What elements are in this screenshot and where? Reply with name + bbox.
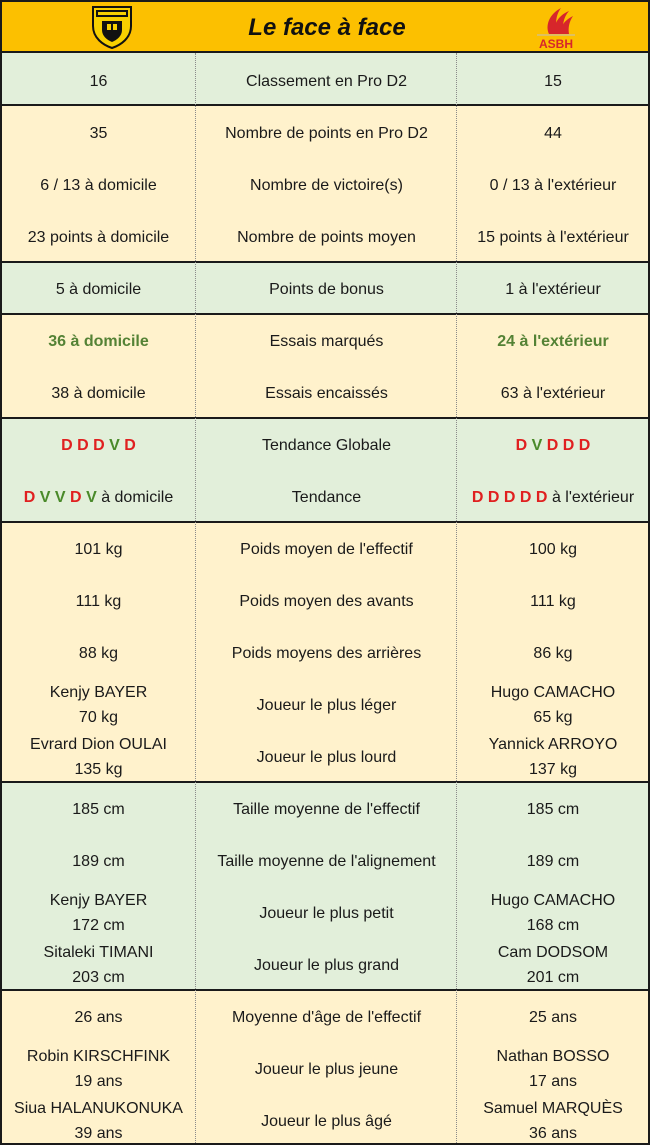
plus-grand-label: Joueur le plus grand — [254, 956, 399, 974]
taille-effectif-left: 185 cm — [72, 800, 125, 818]
plus-grand-right — [458, 939, 648, 991]
player-name: Sitaleki TIMANI — [43, 944, 154, 961]
player-value: 17 ans — [528, 1073, 578, 1090]
player-value: 172 cm — [72, 917, 125, 934]
player-name: Evrard Dion OULAI — [30, 736, 167, 753]
bonus-left: 5 à domicile — [55, 280, 142, 298]
row-poids-avants — [2, 575, 648, 627]
poids-effectif-right: 100 kg — [528, 540, 578, 558]
plus-age-left — [2, 1095, 195, 1145]
form-defeat: D — [471, 488, 484, 506]
tendance-left-suffix: à domicile — [101, 488, 174, 506]
row-points-moyen — [2, 211, 648, 263]
player-name: Hugo CAMACHO — [490, 892, 616, 909]
taille-alignement-right: 189 cm — [526, 852, 580, 870]
essais-encaisses-right: 63 à l'extérieur — [500, 384, 606, 402]
player-value: 65 kg — [533, 709, 573, 726]
row-essais-encaisses — [2, 367, 648, 419]
asbh-logo — [529, 4, 579, 50]
row-plus-age — [2, 1095, 648, 1145]
tendance-right-suffix: à l'extérieur — [551, 488, 635, 506]
poids-arrieres-left: 88 kg — [78, 644, 119, 662]
row-poids-effectif — [2, 523, 648, 575]
header-bar — [2, 2, 648, 53]
tendance-label: Tendance — [291, 488, 362, 506]
points-moyen-left: 23 points à domicile — [27, 228, 170, 246]
form-sequence — [472, 485, 548, 510]
bonus-right: 1 à l'extérieur — [505, 280, 601, 298]
player-value: 203 cm — [72, 969, 125, 986]
row-essais-marques — [2, 315, 648, 367]
taille-alignement-label: Taille moyenne de l'alignement — [217, 852, 436, 870]
player-value: 36 ans — [528, 1125, 578, 1142]
row-plus-grand — [2, 939, 648, 991]
player-name: Cam DODSOM — [497, 944, 609, 961]
taille-alignement-left: 189 cm — [72, 852, 125, 870]
row-plus-petit — [2, 887, 648, 939]
asbh-logo-text: ASBH — [538, 37, 574, 50]
player-name: Kenjy BAYER — [49, 684, 148, 701]
row-points — [2, 107, 648, 159]
player-name: Nathan BOSSO — [496, 1048, 610, 1065]
form-defeat: D — [77, 436, 89, 454]
taille-effectif-label: Taille moyenne de l'effectif — [233, 800, 420, 818]
plus-age-label: Joueur le plus âgé — [261, 1112, 392, 1130]
classement-left: 16 — [89, 72, 108, 90]
row-plus-lourd — [2, 731, 648, 783]
poids-effectif-label: Poids moyen de l'effectif — [240, 540, 413, 558]
essais-marques-left: 36 à domicile — [48, 332, 149, 350]
row-victoires — [2, 159, 648, 211]
plus-lourd-right — [458, 731, 648, 783]
form-defeat: D — [23, 488, 36, 506]
plus-lourd-label: Joueur le plus lourd — [256, 748, 397, 766]
form-defeat: D — [519, 488, 532, 506]
player-name: Kenjy BAYER — [49, 892, 148, 909]
form-sequence — [516, 433, 591, 458]
form-victory: V — [39, 488, 51, 506]
tendance-globale-label: Tendance Globale — [262, 436, 391, 454]
form-defeat: D — [503, 488, 516, 506]
poids-avants-label: Poids moyen des avants — [239, 592, 414, 610]
plus-lourd-left — [2, 731, 195, 783]
form-victory: V — [54, 488, 66, 506]
row-plus-jeune — [2, 1043, 648, 1095]
poids-arrieres-label: Poids moyens des arrières — [231, 644, 422, 662]
player-name: Yannick ARROYO — [488, 736, 618, 753]
row-poids-arrieres — [2, 627, 648, 679]
essais-marques-right: 24 à l'extérieur — [497, 332, 609, 350]
page-title: Le face à face — [248, 14, 406, 41]
player-value: 39 ans — [74, 1125, 123, 1142]
form-sequence — [24, 485, 97, 510]
player-value: 19 ans — [74, 1073, 123, 1090]
tendance-left — [2, 471, 195, 523]
plus-petit-left — [2, 887, 195, 939]
plus-petit-label: Joueur le plus petit — [259, 904, 394, 922]
plus-petit-right — [458, 887, 648, 939]
tendance-right — [458, 471, 648, 523]
player-value: 135 kg — [74, 761, 123, 778]
form-defeat: D — [535, 488, 548, 506]
form-defeat: D — [487, 488, 500, 506]
classement-right: 15 — [544, 72, 562, 90]
victoires-left: 6 / 13 à domicile — [40, 176, 157, 194]
player-name: Robin KIRSCHFINK — [26, 1048, 171, 1065]
row-tendance — [2, 471, 648, 523]
row-plus-leger — [2, 679, 648, 731]
classement-label: Classement en Pro D2 — [246, 72, 407, 90]
points-moyen-right: 15 points à l'extérieur — [477, 228, 629, 246]
essais-encaisses-left: 38 à domicile — [51, 384, 146, 402]
form-defeat: D — [562, 436, 575, 454]
player-value: 168 cm — [526, 917, 580, 934]
victoires-right: 0 / 13 à l'extérieur — [489, 176, 617, 194]
form-defeat: D — [124, 436, 136, 454]
tendance-globale-right — [458, 419, 648, 471]
bonus-label: Points de bonus — [269, 280, 384, 298]
row-bonus — [2, 263, 648, 315]
plus-leger-left — [2, 679, 195, 731]
carcassonne-crest-logo — [89, 4, 135, 50]
form-defeat: D — [61, 436, 73, 454]
form-defeat: D — [70, 488, 82, 506]
points-left: 35 — [89, 124, 108, 142]
player-value: 137 kg — [528, 761, 578, 778]
victoires-label: Nombre de victoire(s) — [250, 176, 403, 194]
form-defeat: D — [578, 436, 591, 454]
age-effectif-right: 25 ans — [528, 1008, 578, 1026]
plus-grand-left — [2, 939, 195, 991]
essais-encaisses-label: Essais encaissés — [265, 384, 388, 402]
poids-avants-right: 111 kg — [530, 592, 576, 610]
row-taille-alignement — [2, 835, 648, 887]
form-victory: V — [86, 488, 97, 506]
form-defeat: D — [93, 436, 105, 454]
plus-age-right — [458, 1095, 648, 1145]
player-value: 201 cm — [526, 969, 580, 986]
age-effectif-left: 26 ans — [74, 1008, 123, 1026]
plus-jeune-left — [2, 1043, 195, 1095]
form-victory: V — [531, 436, 543, 454]
plus-leger-right — [458, 679, 648, 731]
plus-jeune-label: Joueur le plus jeune — [254, 1060, 399, 1078]
points-right: 44 — [544, 124, 562, 142]
player-value: 70 kg — [78, 709, 119, 726]
form-sequence — [61, 433, 136, 458]
player-name: Siua HALANUKONUKA — [14, 1100, 183, 1117]
points-moyen-label: Nombre de points moyen — [237, 228, 416, 246]
poids-arrieres-right: 86 kg — [533, 644, 573, 662]
poids-effectif-left: 101 kg — [74, 540, 123, 558]
points-label: Nombre de points en Pro D2 — [225, 124, 428, 142]
form-defeat: D — [515, 436, 528, 454]
taille-effectif-right: 185 cm — [526, 800, 580, 818]
tendance-globale-left — [2, 419, 195, 471]
row-age-effectif — [2, 991, 648, 1043]
row-tendance-globale — [2, 419, 648, 471]
plus-leger-label: Joueur le plus léger — [256, 696, 397, 714]
player-name: Samuel MARQUÈS — [483, 1100, 623, 1117]
form-victory: V — [109, 436, 120, 454]
plus-jeune-right — [458, 1043, 648, 1095]
essais-marques-label: Essais marqués — [269, 332, 384, 350]
age-effectif-label: Moyenne d'âge de l'effectif — [231, 1008, 422, 1026]
player-name: Hugo CAMACHO — [490, 684, 616, 701]
row-taille-effectif — [2, 783, 648, 835]
poids-avants-left: 111 kg — [75, 592, 122, 610]
form-defeat: D — [546, 436, 559, 454]
row-classement — [2, 55, 648, 107]
